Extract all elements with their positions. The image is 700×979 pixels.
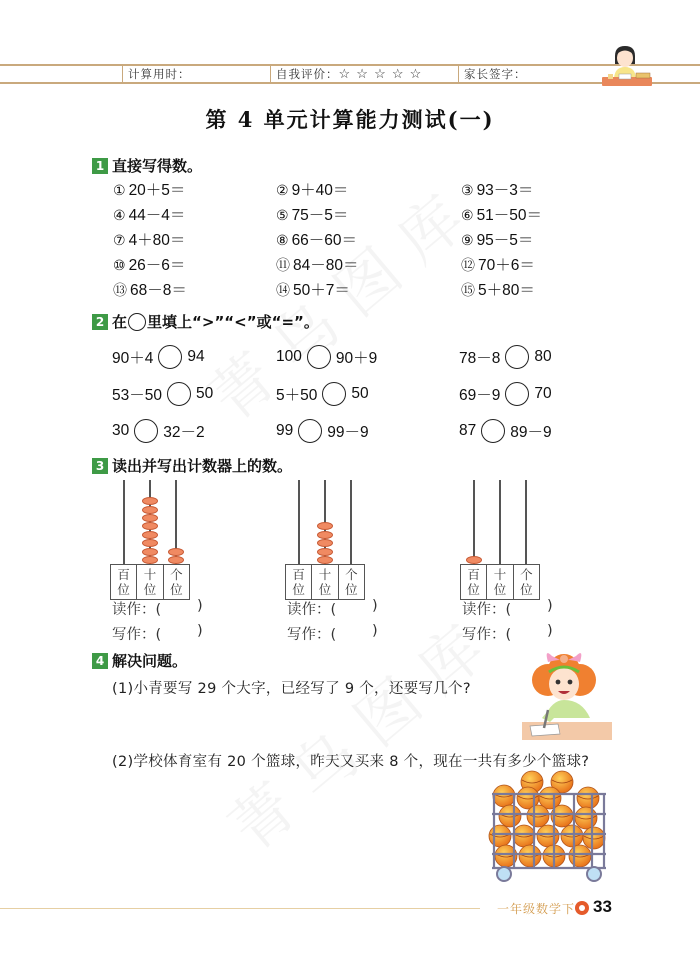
parent-sign-field[interactable] <box>458 66 598 82</box>
compare-item <box>459 419 552 443</box>
section-title: 解决问题。 <box>112 652 188 670</box>
basketball-cart-illustration <box>488 770 610 882</box>
counting-frame <box>460 480 540 598</box>
calc-item <box>276 203 348 225</box>
place-suffix: 位 <box>170 582 183 597</box>
abacus-bead <box>142 506 158 514</box>
answer-circle[interactable] <box>298 419 322 443</box>
place-name: 百 <box>292 567 305 582</box>
student-at-desk-illustration <box>598 44 654 88</box>
calc-expression: 70＋6＝ <box>478 257 535 274</box>
field-label: 读作：( <box>462 602 512 618</box>
calc-expression: 75－5＝ <box>291 207 349 224</box>
place-value-labels <box>110 564 190 600</box>
answer-circle[interactable] <box>322 382 346 406</box>
place-suffix: 位 <box>117 582 130 597</box>
calc-expression: 50＋7＝ <box>293 282 350 299</box>
abacus-bead <box>168 556 184 564</box>
calc-item <box>461 278 535 300</box>
place-suffix: 位 <box>493 582 507 597</box>
answer-circle[interactable] <box>307 345 331 369</box>
compare-item <box>112 419 205 443</box>
abacus-bead <box>317 539 333 547</box>
calc-expression: 5＋80＝ <box>478 282 535 299</box>
abacus-bead <box>317 556 333 564</box>
counting-frame <box>110 480 190 598</box>
abacus-bead <box>142 497 158 505</box>
answer-circle[interactable] <box>158 345 182 369</box>
calc-expression: 95－5＝ <box>476 232 534 249</box>
place-name: 十 <box>493 567 507 582</box>
time-field[interactable] <box>122 66 270 82</box>
item-number: ④ <box>113 207 126 223</box>
girl-writing-illustration <box>522 648 612 740</box>
time-label: 计算用时： <box>128 67 191 81</box>
compare-left: 53－50 <box>112 387 162 404</box>
calc-item <box>276 278 350 300</box>
read-as-field[interactable] <box>462 598 553 619</box>
section-badge: 3 <box>92 458 108 474</box>
place-suffix: 位 <box>143 582 157 597</box>
item-number: ⑧ <box>276 232 289 248</box>
close-paren: ) <box>197 598 203 614</box>
close-paren: ) <box>197 623 203 639</box>
compare-right: 32－2 <box>163 424 205 441</box>
compare-left: 90＋4 <box>112 350 154 367</box>
item-number: ① <box>113 182 126 198</box>
calc-expression: 93－3＝ <box>476 182 534 199</box>
answer-circle[interactable] <box>134 419 158 443</box>
star-rating[interactable]: ☆ ☆ ☆ ☆ ☆ <box>338 67 423 82</box>
item-number: ⑩ <box>113 257 126 273</box>
section-badge: 4 <box>92 653 108 669</box>
close-paren: ) <box>372 598 378 614</box>
abacus-rod <box>499 480 501 564</box>
read-as-field[interactable] <box>287 598 378 619</box>
abacus-rod <box>350 480 352 564</box>
calc-expression: 84－80＝ <box>293 257 359 274</box>
close-paren: ) <box>547 598 553 614</box>
compare-right: 50 <box>351 385 369 402</box>
write-as-field[interactable] <box>287 623 378 644</box>
abacus-bead <box>317 548 333 556</box>
item-number: ⑨ <box>461 232 474 248</box>
calc-expression: 4＋80＝ <box>128 232 186 249</box>
footer-rule <box>0 908 480 909</box>
parent-sign-label: 家长签字： <box>464 67 527 81</box>
item-number: ⑬ <box>113 282 127 298</box>
header-strip <box>0 64 700 84</box>
self-eval-field[interactable] <box>270 66 458 82</box>
field-label: 写作：( <box>462 627 512 643</box>
read-as-field[interactable] <box>112 598 203 619</box>
compare-left: 99 <box>276 422 294 439</box>
abacus-bead <box>317 522 333 530</box>
calc-expression: 44－4＝ <box>128 207 186 224</box>
abacus-bead <box>142 539 158 547</box>
item-number: ⑤ <box>276 207 289 223</box>
calc-item <box>113 278 187 300</box>
calc-expression: 26－6＝ <box>128 257 186 274</box>
calc-item <box>276 228 357 250</box>
compare-left: 87 <box>459 422 477 439</box>
abacus-bead <box>142 548 158 556</box>
place-name: 十 <box>143 567 157 582</box>
section-badge: 2 <box>92 314 108 330</box>
word-problem-1: (1)小青要写 29 个大字，已经写了 9 个，还要写几个? <box>112 681 471 697</box>
section-3-heading <box>92 455 292 476</box>
watermark <box>207 602 499 868</box>
field-label: 写作：( <box>112 627 162 643</box>
compare-right: 70 <box>534 385 552 402</box>
page-marker-icon <box>575 901 589 915</box>
answer-circle[interactable] <box>505 345 529 369</box>
calc-item <box>113 178 185 200</box>
item-number: ⑫ <box>461 257 475 273</box>
circle-icon <box>128 313 146 331</box>
place-name: 百 <box>467 567 480 582</box>
place-label <box>514 565 539 599</box>
item-number: ⑪ <box>276 257 290 273</box>
calc-expression: 20＋5＝ <box>128 182 186 199</box>
calc-item <box>461 228 533 250</box>
place-suffix: 位 <box>345 582 358 597</box>
calc-expression: 9＋40＝ <box>291 182 349 199</box>
place-label <box>487 565 513 599</box>
calc-item <box>461 178 533 200</box>
place-suffix: 位 <box>520 582 533 597</box>
compare-item <box>276 382 369 406</box>
write-as-field[interactable] <box>112 623 203 644</box>
section-title: 在 <box>112 313 128 331</box>
place-value-labels <box>285 564 365 600</box>
section-title: 直接写得数。 <box>112 157 203 175</box>
compare-left: 69－9 <box>459 387 501 404</box>
footer-book-label: 一年级数学下 <box>497 902 576 916</box>
calc-item <box>113 203 185 225</box>
place-suffix: 位 <box>292 582 305 597</box>
place-label <box>137 565 163 599</box>
calc-expression: 51－50＝ <box>476 207 543 224</box>
compare-item <box>276 345 377 369</box>
abacus-bead <box>142 514 158 522</box>
field-label: 写作：( <box>287 627 337 643</box>
compare-right: 90＋9 <box>335 350 378 367</box>
item-number: ⑥ <box>461 207 474 223</box>
item-number: ⑦ <box>113 232 126 248</box>
place-label <box>312 565 338 599</box>
compare-item <box>276 419 369 443</box>
place-label <box>111 565 137 599</box>
place-name: 百 <box>117 567 130 582</box>
place-name: 个 <box>170 567 183 582</box>
answer-circle[interactable] <box>167 382 191 406</box>
abacus-bead <box>142 556 158 564</box>
compare-right: 94 <box>187 348 205 365</box>
place-value-labels <box>460 564 540 600</box>
section-badge: 1 <box>92 158 108 174</box>
place-suffix: 位 <box>467 582 480 597</box>
item-number: ⑮ <box>461 282 475 298</box>
compare-left: 5＋50 <box>276 387 318 404</box>
item-number: ② <box>276 182 289 198</box>
compare-left: 30 <box>112 422 130 439</box>
abacus-rod <box>123 480 125 564</box>
section-title: 读出并写出计数器上的数。 <box>112 457 293 475</box>
calc-item <box>276 253 358 275</box>
field-label: 读作：( <box>112 602 162 618</box>
abacus-rod <box>473 480 475 564</box>
page-number: 33 <box>593 897 612 916</box>
abacus-bead <box>466 556 482 564</box>
calc-item <box>461 253 535 275</box>
calc-item <box>113 228 185 250</box>
compare-left: 100 <box>276 348 302 365</box>
section-1-heading <box>92 155 202 176</box>
section-title: 里填上“>”“<”或“=”。 <box>147 313 319 331</box>
compare-item <box>459 382 552 406</box>
abacus-bead <box>168 548 184 556</box>
place-label <box>286 565 312 599</box>
calc-item <box>461 203 542 225</box>
page-title: 第 4 单元计算能力测试(一) <box>205 107 495 132</box>
section-2-heading <box>92 311 319 332</box>
counting-frame <box>285 480 365 598</box>
place-label <box>339 565 364 599</box>
calc-item <box>113 253 185 275</box>
place-name: 个 <box>345 567 358 582</box>
compare-right: 80 <box>534 348 552 365</box>
item-number: ③ <box>461 182 474 198</box>
place-label <box>461 565 487 599</box>
compare-item <box>112 345 205 369</box>
compare-item <box>112 382 213 406</box>
close-paren: ) <box>372 623 378 639</box>
calc-expression: 68－8＝ <box>130 282 187 299</box>
place-label <box>164 565 189 599</box>
compare-right: 89－9 <box>510 424 552 441</box>
write-as-field[interactable] <box>462 623 553 644</box>
place-name: 十 <box>318 567 332 582</box>
field-label: 读作：( <box>287 602 337 618</box>
place-suffix: 位 <box>318 582 332 597</box>
compare-right: 50 <box>195 385 214 402</box>
abacus-bead <box>142 522 158 530</box>
abacus-rod <box>298 480 300 564</box>
compare-left: 78－8 <box>459 350 501 367</box>
abacus-bead <box>317 531 333 539</box>
abacus-rod <box>525 480 527 564</box>
abacus-bead <box>142 531 158 539</box>
calc-item <box>276 178 348 200</box>
compare-right: 99－9 <box>327 424 369 441</box>
item-number: ⑭ <box>276 282 290 298</box>
answer-circle[interactable] <box>481 419 505 443</box>
self-eval-label: 自我评价： <box>276 67 339 81</box>
section-4-heading <box>92 650 187 671</box>
word-problem-2: (2)学校体育室有 20 个篮球，昨天又买来 8 个，现在一共有多少个篮球? <box>112 754 590 770</box>
calc-expression: 66－60＝ <box>291 232 358 249</box>
compare-item <box>459 345 552 369</box>
answer-circle[interactable] <box>505 382 529 406</box>
place-name: 个 <box>520 567 533 582</box>
close-paren: ) <box>547 623 553 639</box>
